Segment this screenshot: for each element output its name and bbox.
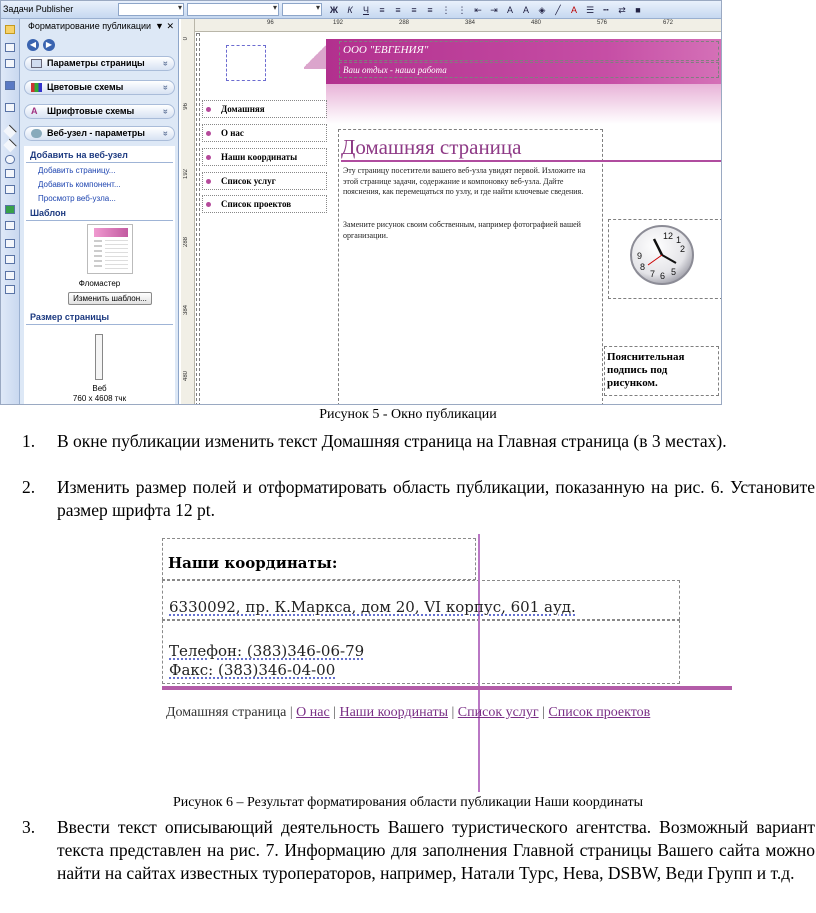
nav-label: Домашняя xyxy=(221,104,265,114)
picture-icon[interactable] xyxy=(5,103,15,112)
section-label: Параметры страницы xyxy=(47,58,145,68)
clock-number: 5 xyxy=(671,267,677,277)
picture-hint-paragraph[interactable]: Замените рисунок своим собственным, например фотографией вашей организации. xyxy=(343,220,581,240)
phone-text[interactable]: Телефон: (383)346-06-79 xyxy=(169,642,365,660)
ruler-number: 288 xyxy=(399,20,410,26)
bullet-icon xyxy=(206,179,211,184)
clock-number: 12 xyxy=(663,231,674,241)
ruler-number: 288 xyxy=(183,237,189,248)
layout-guide xyxy=(196,33,200,405)
text-box-icon[interactable] xyxy=(5,43,15,52)
list-number: 1. xyxy=(22,431,36,451)
heading-rule xyxy=(341,160,721,162)
nav-item-about[interactable] xyxy=(202,124,327,142)
contacts-heading[interactable]: Наши координаты: xyxy=(168,554,338,572)
section-label: Шрифтовые схемы xyxy=(47,106,135,116)
nav-item-home[interactable] xyxy=(202,100,327,118)
divider xyxy=(26,162,173,163)
clock-number: 2 xyxy=(680,244,686,254)
style-combo[interactable] xyxy=(118,3,184,16)
nav-label: О нас xyxy=(221,128,244,138)
figure-5-caption: Рисунок 5 - Окно публикации xyxy=(319,407,497,422)
underline-icon[interactable]: Ч xyxy=(363,5,369,15)
address-text[interactable]: 6330092, пр. К.Маркса, дом 20, VI корпус, 601 ауд. xyxy=(169,598,576,616)
nav-separator: | xyxy=(333,705,340,720)
color-schemes-icon xyxy=(31,83,42,92)
list-item xyxy=(22,476,816,522)
page-heading[interactable]: Домашняя страница xyxy=(341,135,522,159)
section-page-options[interactable] xyxy=(24,56,175,71)
bullet-list-icon[interactable]: ⋮ xyxy=(457,4,467,15)
bullet-icon xyxy=(206,155,211,160)
web-options-panel xyxy=(24,146,175,405)
increase-indent-icon[interactable]: ⇥ xyxy=(490,4,498,15)
rectangle-tool-icon[interactable] xyxy=(5,169,15,178)
template-title: Шаблон xyxy=(30,208,66,218)
line-style-icon[interactable]: ☰ xyxy=(585,4,595,15)
task-pane-title: Форматирование публикации xyxy=(28,21,152,31)
nav-label: Список услуг xyxy=(221,176,276,186)
clock-number: 1 xyxy=(676,235,682,245)
align-right-icon[interactable]: ≡ xyxy=(411,5,417,15)
ruler-number: 192 xyxy=(333,20,344,26)
hotspot-icon[interactable] xyxy=(5,205,15,214)
fax-text[interactable]: Факс: (383)346-04-00 xyxy=(169,661,336,679)
design-gallery-icon[interactable] xyxy=(5,255,15,264)
font-color-icon[interactable]: A xyxy=(570,5,577,15)
section-label: Цветовые схемы xyxy=(47,82,124,92)
shrink-font-icon[interactable]: A xyxy=(522,5,529,15)
picture-caption[interactable]: Пояснительная подпись под рисунком. xyxy=(607,351,685,389)
list-item xyxy=(22,430,816,476)
nav-link-services[interactable]: Список услуг xyxy=(457,705,539,720)
nav-separator: | xyxy=(542,705,549,720)
font-size-combo[interactable] xyxy=(282,3,322,16)
task-pane xyxy=(20,19,179,405)
bold-icon[interactable]: Ж xyxy=(329,5,339,15)
section-color-schemes[interactable] xyxy=(24,80,175,95)
intro-paragraph[interactable]: Эту страницу посетители вашего веб-узла увидят первой. Изложите на этой странице задачи, содержание и компоновку веб-узла. Дайте пояснения, как перемещаться по узлу, и где найти ключевые сведения. xyxy=(343,166,586,196)
nav-label: Список проектов xyxy=(221,199,292,209)
table-icon[interactable] xyxy=(5,59,15,68)
ruler-number: 0 xyxy=(183,37,189,41)
html-fragment-icon[interactable] xyxy=(5,239,15,248)
formatting-toolbar xyxy=(1,1,722,19)
footer-rule xyxy=(162,686,732,690)
page-size-title: Размер страницы xyxy=(30,312,110,322)
template-name: Фломастер xyxy=(78,279,121,288)
publication-canvas[interactable] xyxy=(196,33,722,405)
font-combo[interactable] xyxy=(187,3,279,16)
page-size-thumbnail[interactable] xyxy=(95,334,103,380)
nav-link-projects[interactable]: Список проектов xyxy=(548,705,651,720)
section-label: Веб-узел - параметры xyxy=(47,128,145,138)
autoshapes-icon[interactable] xyxy=(5,185,15,194)
change-template-button[interactable]: Изменить шаблон... xyxy=(68,292,152,305)
ruler-number: 384 xyxy=(183,305,189,316)
arrow-tool-icon[interactable] xyxy=(3,139,16,152)
line-color-icon[interactable]: ╱ xyxy=(555,4,561,15)
vertical-guide xyxy=(478,534,480,792)
ruler-number: 672 xyxy=(663,20,674,26)
section-web-options[interactable] xyxy=(24,126,175,141)
banner-gradient xyxy=(326,84,722,124)
publisher-window-screenshot xyxy=(0,0,722,405)
decrease-indent-icon[interactable]: ⇤ xyxy=(474,4,482,15)
oval-tool-icon[interactable] xyxy=(5,155,15,164)
dash-style-icon[interactable]: ┅ xyxy=(603,4,609,15)
nav-label: Наши координаты xyxy=(221,152,298,162)
clock-number: 9 xyxy=(637,251,643,261)
font-schemes-icon: A xyxy=(31,106,38,116)
nav-separator: | xyxy=(451,705,458,720)
template-thumbnail[interactable] xyxy=(87,224,133,274)
ruler-number: 96 xyxy=(267,20,274,26)
bullet-icon xyxy=(206,107,211,112)
content-library-icon[interactable] xyxy=(5,271,15,280)
list-text: Изменить размер полей и отформатировать область публикации, показанную на рис. 6. Установите размер шрифта 12 pt. xyxy=(57,477,815,520)
list-number: 3. xyxy=(22,817,36,837)
nav-item-services[interactable] xyxy=(202,172,327,190)
company-name[interactable]: ООО "ЕВГЕНИЯ" xyxy=(343,44,429,56)
fill-color-icon[interactable]: ◈ xyxy=(538,4,546,15)
page-options-icon xyxy=(31,59,42,68)
form-control-icon[interactable] xyxy=(5,221,15,230)
clock-number: 6 xyxy=(660,271,666,281)
clock-number: 8 xyxy=(640,262,646,272)
ruler-number: 576 xyxy=(597,20,608,26)
justify-icon[interactable]: ≡ xyxy=(427,5,433,15)
list-item xyxy=(22,816,816,912)
add-component-link[interactable]: Добавить компонент... xyxy=(38,180,121,189)
divider xyxy=(26,220,173,221)
vertical-ruler[interactable] xyxy=(181,19,195,405)
clock-picture[interactable] xyxy=(626,221,698,287)
nav-link-about[interactable]: О нас xyxy=(296,705,330,720)
page-size-dims: 760 x 4608 тчк xyxy=(72,394,127,403)
page-size-name: Веб xyxy=(92,384,107,393)
ruler-number: 480 xyxy=(183,371,189,382)
company-slogan[interactable]: Ваш отдых - наша работа xyxy=(343,65,447,75)
nav-separator: | xyxy=(289,705,297,720)
ruler-number: 384 xyxy=(465,20,476,26)
objects-toolbar xyxy=(1,19,20,405)
select-tool-icon[interactable] xyxy=(5,25,15,34)
italic-icon[interactable]: К xyxy=(347,5,353,15)
horizontal-ruler[interactable] xyxy=(195,19,722,32)
line-tool-icon[interactable] xyxy=(3,125,16,138)
ruler-number: 480 xyxy=(531,20,542,26)
forward-arrow-icon[interactable]: ▶ xyxy=(43,39,55,51)
align-center-icon[interactable]: ≡ xyxy=(395,5,401,15)
add-page-link[interactable]: Добавить страницу... xyxy=(38,166,116,175)
section-font-schemes[interactable] xyxy=(24,104,175,119)
wordart-icon[interactable] xyxy=(5,81,15,90)
footer-navigation xyxy=(166,705,650,721)
close-icon[interactable]: ▼ ✕ xyxy=(155,21,174,31)
tasks-publisher-button[interactable]: Задачи Publisher xyxy=(3,4,74,14)
nav-item-projects[interactable] xyxy=(202,195,327,213)
back-arrow-icon[interactable]: ◀ xyxy=(27,39,39,51)
catalog-icon[interactable] xyxy=(5,285,15,294)
ruler-number: 192 xyxy=(183,169,189,180)
web-options-icon xyxy=(31,129,42,138)
preview-site-link[interactable]: Просмотр веб-узла... xyxy=(38,194,116,203)
ruler-number: 96 xyxy=(183,103,189,110)
list-number: 2. xyxy=(22,477,36,497)
list-text: В окне публикации изменить текст Домашняя страница на Главная страница (в 3 местах). xyxy=(57,431,727,451)
numbered-list-icon[interactable]: ⋮ xyxy=(441,4,451,15)
add-to-site-title: Добавить на веб-узел xyxy=(30,150,128,160)
nav-link-contacts[interactable]: Наши координаты xyxy=(339,705,448,720)
align-left-icon[interactable]: ≡ xyxy=(379,5,385,15)
shadow-icon[interactable]: ■ xyxy=(635,5,641,15)
grow-font-icon[interactable]: A xyxy=(506,5,513,15)
layout-guide xyxy=(226,45,266,81)
contacts-area-screenshot xyxy=(160,534,734,792)
divider xyxy=(26,324,173,325)
nav-item-contacts[interactable] xyxy=(202,148,327,166)
figure-6-caption: Рисунок 6 – Результат форматирования области публикации Наши координаты xyxy=(172,795,644,810)
arrow-style-icon[interactable]: ⇄ xyxy=(618,4,626,15)
bullet-icon xyxy=(206,202,211,207)
bullet-icon xyxy=(206,131,211,136)
nav-current: Домашняя страница xyxy=(166,705,287,720)
clock-number: 7 xyxy=(650,269,656,279)
list-text: Ввести текст описывающий деятельность Вашего туристического агентства. Возможный вариант текста представлен на рис. 7. Информацию для заполнения Главной страницы Вашего сайта можно найти на сайтах известных туроператоров, например, Натали Турс, Нева, DSBW, Веди Групп и т.д. xyxy=(57,817,815,883)
